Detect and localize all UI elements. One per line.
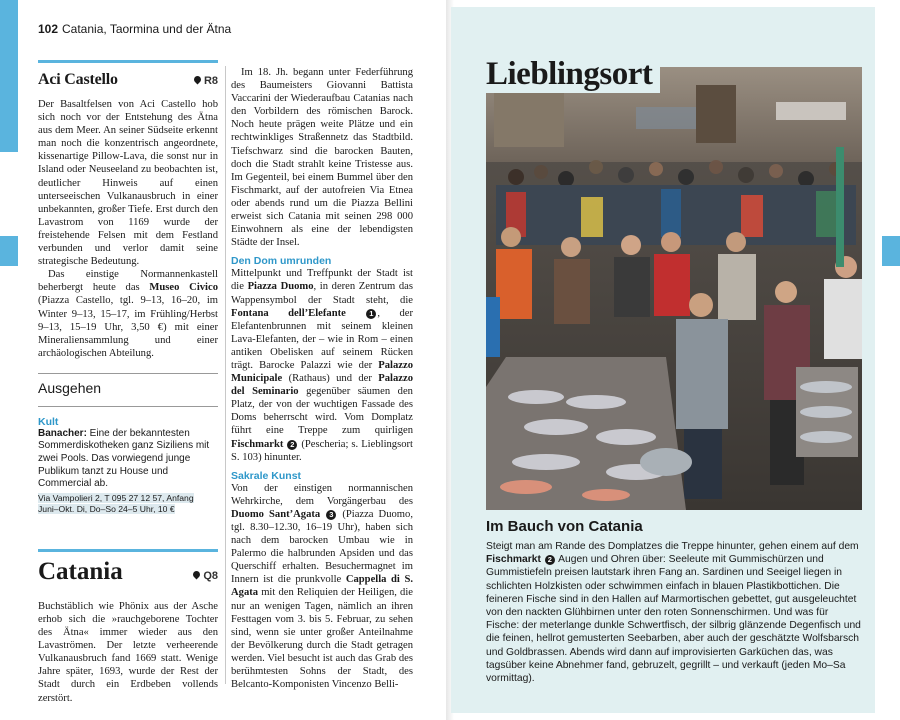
place-name: Fischmarkt — [231, 438, 284, 450]
entry-title: Aci Castello — [38, 71, 118, 88]
text-run: (Pescheria; s. Lieblingsort S. 103) hinunter. — [231, 438, 413, 463]
text-run: (Rathaus) und der — [282, 373, 379, 385]
subheading: Sakrale Kunst — [231, 469, 302, 482]
page-number-left: 102 — [38, 22, 59, 36]
category-label: Kult — [38, 415, 59, 428]
text-run: Eine der bekanntesten Sommerdiskotheken ganz Siziliens mit zwei Pools. Das vorwiegend junge Publikum tanzt zu House und Commercial ab. — [38, 427, 210, 490]
text-run: Mittelpunkt und Treffpunkt der Stadt ist die — [231, 268, 413, 293]
map-marker-number: 3 — [326, 510, 336, 520]
fish-market-photo — [486, 67, 862, 510]
section-rule — [38, 373, 218, 374]
section-rule — [38, 406, 218, 407]
place-name: Piazza Duomo — [247, 281, 314, 293]
place-name: Duomo Sant’Agata — [231, 508, 321, 520]
text-run: Augen und Ohren über: Seeleute mit Gummischürzen und Gummistiefeln preisen lautstark ihren Fang an. Sardinen und Seeigel liegen in schlichten Holzkisten oder schwimmen einfach in blauen Plastikbottichen. Die feineren Fische sind in den Hallen auf Marmortischen gebettet, gut ausgeleuchtet von den nackten Glühbirnen unter den roten Sonnenschirmen. Und was für Fische: der meterlange dunkle Schwertfisch, der silbrig glänzende Degenfisch und die feinen, hellrot gemusterten Seebarben, aber auch der geschätzte Wolfsbarsch und Goldbrassen. Abends wird dann auf improvisierten Garküchen das, was tagsüber keine Abnehmer fand, gebruzelt, gegrillt – und verkauft (jeden Mo–Sa vormittag). — [486, 554, 861, 685]
museum-name: Museo Civico — [149, 282, 218, 294]
text-run: Von der einstigen normannischen Wehrkirche, dem Vorgängerbau des — [231, 482, 413, 507]
place-name: Fischmarkt — [486, 554, 541, 566]
text-run: Steigt man am Rande des Domplatzes die Treppe hinunter, gehen einem auf dem — [486, 541, 859, 552]
map-reference — [194, 75, 218, 87]
place-name: Fontana dell’Elefante — [231, 307, 346, 319]
lieblingsort-heading: Lieblingsort — [486, 56, 660, 93]
aci-castello-body — [38, 98, 218, 360]
text-run: (Piazza Castello, tgl. 9–13, 16–20, im Winter 9–13, 15–17, im Frühling/Herbst 9–13, 15–19 Uhr, 3,50 €) mit einer Mineraliensammlung und einer archäologischen Abteilung. — [38, 295, 218, 359]
text-run: Das einstige Normannenkastell beherbergt heute das — [38, 269, 218, 294]
section-title: Catania — [38, 557, 123, 585]
dom-paragraph — [231, 267, 413, 463]
paragraph: Im 18. Jh. begann unter Federführung des Baumeisters Giovanni Battista Vaccarini der Wiederaufbau Catanias nach den Vorbildern des römischen Barock. Noch heute prägen weite Plätze und ein rechtwinkliges Straßennetz das Stadtbild. Tiefschwarz sind die barocken Bauten, doch die Stadt strahlt keine Tristesse aus. Im Gegenteil, bei einem Bummel über den Fischmarkt, auf der autofreien Via Etnea oder abends rund um die Piazza Bellini erweist sich Catania mit seinen 298 000 Einwohnern als eine der lebendigsten Städte der Insel. — [231, 67, 413, 249]
sakrale-paragraph — [231, 482, 413, 692]
text-run: (Piazza Duomo, tgl. 8.30–12.30, 16–19 Uhr), haben sich nach dem barocken Umbau wie in Palermo die halbrunden Apsiden und das Querschiff erhalten. Besuchermagnet im Innern ist die prunkvolle — [231, 508, 413, 586]
thumb-index-right — [882, 236, 900, 266]
text-run: , der Elefantenbrunnen mit seinem kleinen Lava-Elefanten, der – wie in Rom – einen antiken Obelisken auf seinem Rücken trägt. Barocke Palazzi wie der — [231, 307, 413, 371]
place-name: Palazzo del Seminario — [231, 373, 413, 398]
address-line: Via Vampolieri 2, T 095 27 12 57, Anfang — [38, 492, 194, 503]
map-ref-code: R8 — [203, 75, 218, 87]
section-rule — [38, 549, 218, 552]
venue-name: Banacher: — [38, 427, 87, 439]
map-marker-number: 1 — [366, 309, 376, 319]
paragraph — [38, 268, 218, 360]
thumb-index-left — [0, 236, 18, 266]
place-name: Cappella di S. Agata — [231, 574, 414, 599]
chapter-tab-marker — [0, 0, 18, 152]
map-marker-number: 2 — [287, 440, 297, 450]
paragraph: Der Basaltfelsen von Aci Castello hob sich noch vor der Entstehung des Ätna aus dem Meer. An seiner Südseite erkennt man noch die konzentrisch angeordnete, kissenartige Pillow-Lava, die sonst nur in Island oder Neuseeland zu beobachten ist, deutlicher Hinweis auf einen unterseeischen Vulkanausbruch in einer unbekannten, großer Tiefe. Erst durch den Lavastrom von 1169 wurde der freistehende Felsen mit dem Festland verbunden und verlor damit seine strategische Bedeutung. — [38, 99, 218, 268]
aci-castello-heading — [38, 71, 218, 89]
middle-column — [231, 66, 413, 691]
place-name: Palazzo Municipale — [231, 359, 413, 385]
catania-heading — [38, 558, 218, 586]
map-pin-icon — [192, 569, 202, 579]
column-body — [231, 66, 413, 249]
ausgehen-heading: Ausgehen — [38, 379, 102, 396]
subheading: Den Dom umrunden — [231, 255, 332, 268]
feature-body — [486, 540, 862, 685]
map-reference — [193, 570, 218, 582]
text-run: gegenüber säumen den Platz, der von der wuchtigen Fassade des Doms beherrscht wird. Vom Domplatz führt eine Treppe zum quirligen — [231, 386, 413, 437]
venue-address — [38, 493, 218, 515]
map-ref-code: Q8 — [203, 569, 218, 582]
address-line: Juni–Okt. Di, Do–So 24–5 Uhr, 10 € — [38, 503, 175, 514]
text-run: mit den Reliquien der Heiligen, die nur an wenigen Tagen, nämlich an ihren Festtagen vom 3. bis 5. Februar, zu sehen sind, wenn sie unter großer Anteilnahme der Bevölkerung durch die Stadt getragen werden. Viel besucht ist auch das Grab des berühmtesten Sohns der Stadt, des Belcanto-Komponisten Vincenzo Belli- — [231, 587, 413, 691]
venue-description — [38, 428, 218, 491]
feature-title: Im Bauch von Catania — [486, 518, 643, 535]
left-column — [38, 60, 218, 705]
text-run: , in deren Zentrum das Wappensymbol der Stadt steht, die — [231, 281, 413, 306]
column-divider — [225, 66, 226, 684]
section-rule — [38, 60, 218, 63]
map-pin-icon — [192, 75, 202, 85]
map-marker-number: 2 — [545, 555, 555, 565]
catania-intro: Buchstäblich wie Phönix aus der Asche erhob sich die »rauchgeborene Tochter des Ätna« immer wieder aus den Lavaströmen. Der letzte verheerende Vulkanausbruch fand 1669 statt. Wenige Jahre später, 1693, wurde der Rest der Stadt durch ein Erdbeben vollends zerstört. — [38, 600, 218, 704]
running-head: Catania, Taormina und der Ätna — [62, 22, 232, 36]
